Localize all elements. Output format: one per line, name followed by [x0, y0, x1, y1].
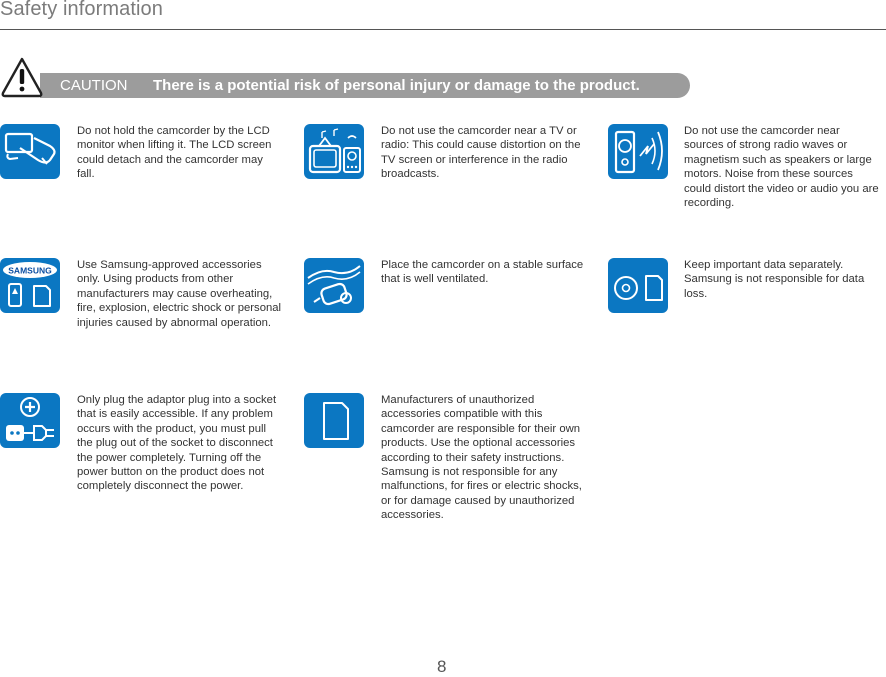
samsung-accessories-icon — [0, 258, 60, 313]
power-plug-icon — [0, 393, 60, 448]
hand-holding-lcd-icon — [0, 124, 60, 179]
safety-item-text: Only plug the adaptor plug into a socket that is easily accessible. If any problem occurs with the product, you must pull the plug out of the socket to disconnect the power completely. Turning off the power button on the product does not completely disconnect the power. — [77, 394, 277, 493]
safety-item-text: Keep important data separately. Samsung is not responsible for data loss. — [684, 259, 865, 300]
page-title: Safety information — [0, 0, 163, 20]
safety-item-text: Do not use the camcorder near sources of strong radio waves or magnetism such as speakers or large motors. Noise from these sources could distort the video or audio you are recording. — [684, 125, 879, 210]
caution-label: CAUTION — [60, 77, 128, 94]
safety-item-text: Place the camcorder on a stable surface that is well ventilated. — [381, 259, 584, 286]
tv-radio-icon — [304, 124, 364, 179]
memory-card-icon — [304, 393, 364, 448]
safety-item-text: Use Samsung-approved accessories only. Using products from other manufacturers may cause overheating, fire, explosion, electric shock or personal injuries caused by abnormal operation. — [77, 259, 282, 329]
data-backup-icon — [608, 258, 668, 313]
samsung-logo-text: SAMSUNG — [8, 265, 52, 276]
speaker-interference-icon — [608, 124, 668, 179]
safety-item-text: Do not hold the camcorder by the LCD monitor when lifting it. The LCD screen could detach and the camcorder may fall. — [77, 125, 272, 181]
safety-item-text: Manufacturers of unauthorized accessories compatible with this camcorder are responsible for their own products. Use the optional accessories according to their safety instructions. Samsung is not responsible for any malfunctions, for fires or electric shocks, or for damage caused by unauthorized accessories. — [381, 394, 582, 522]
warning-triangle-icon — [0, 55, 44, 99]
title-divider — [0, 29, 886, 30]
safety-item-text: Do not use the camcorder near a TV or radio: This could cause distortion on the TV screen or interference in the radio broadcasts. — [381, 125, 581, 181]
stable-surface-icon — [304, 258, 364, 313]
page-number: 8 — [437, 657, 447, 676]
caution-message: There is a potential risk of personal injury or damage to the product. — [153, 77, 640, 94]
